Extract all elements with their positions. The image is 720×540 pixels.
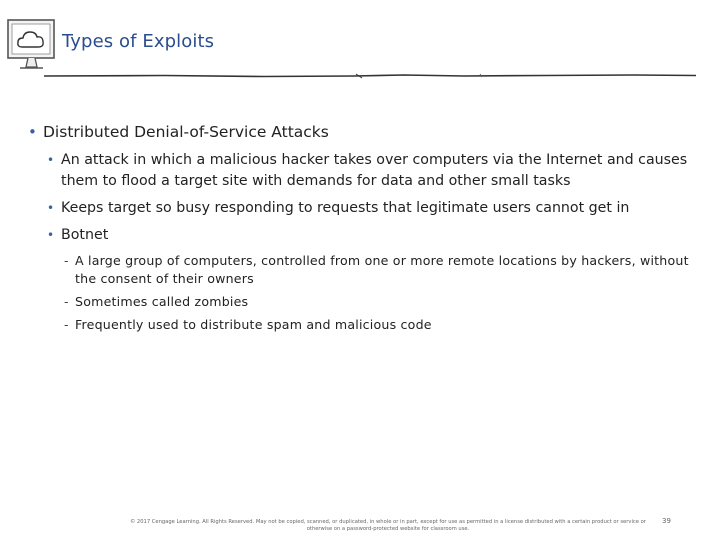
botnet-point: [28, 252, 698, 288]
botnet-point-text: Frequently used to distribute spam and malicious code: [75, 317, 432, 332]
bullet-ddos: [28, 122, 698, 142]
subbullet-definition: [28, 150, 698, 192]
slide-body: [28, 122, 698, 339]
bullet-dot-icon: •: [47, 153, 55, 167]
botnet-point: [28, 316, 698, 334]
subbullet-botnet: [28, 225, 698, 246]
page-number: 39: [662, 517, 671, 525]
botnet-point-text: Sometimes called zombies: [75, 294, 249, 309]
botnet-point-text: A large group of computers, controlled from one or more remote locations by hackers, without the consent of their owners: [75, 253, 689, 286]
heading-text: Distributed Denial-of-Service Attacks: [43, 123, 329, 141]
cloud-monitor-icon: [6, 18, 58, 72]
bullet-dot-icon: •: [47, 228, 55, 242]
copyright-footer: © 2017 Cengage Learning. All Rights Reserved. May not be copied, scanned, or duplicated, in whole or in part, except for use as permitted in a license distributed with a certain product or service or otherwise on a password-protected website for classroom use.: [130, 519, 646, 532]
subbullet-text: An attack in which a malicious hacker takes over computers via the Internet and causes them to flood a target site with demands for data and other small tasks: [61, 152, 688, 189]
slide-title: Types of Exploits: [62, 31, 215, 52]
botnet-point: [28, 293, 698, 311]
subbullet-text: Botnet: [61, 227, 109, 243]
title-divider: [44, 70, 696, 80]
dash-marker: -: [64, 294, 69, 309]
subbullet-busy: [28, 198, 698, 219]
subbullet-text: Keeps target so busy responding to requests that legitimate users cannot get in: [61, 200, 630, 216]
dash-marker: -: [64, 317, 69, 332]
bullet-dot-icon: •: [28, 123, 37, 141]
bullet-dot-icon: •: [47, 201, 55, 215]
dash-marker: -: [64, 253, 69, 268]
